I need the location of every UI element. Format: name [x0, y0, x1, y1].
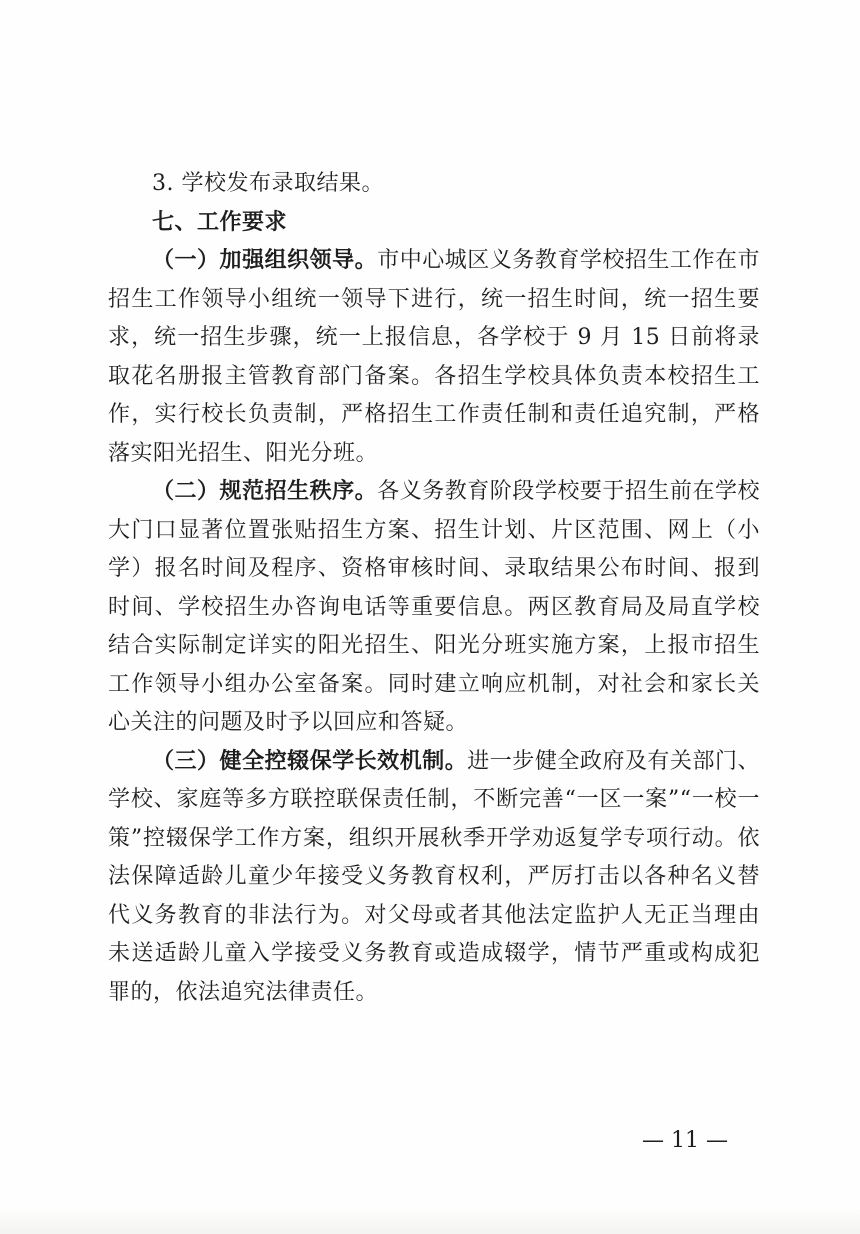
paragraph-lead: （一）加强组织领导。	[152, 248, 378, 273]
paragraph-lead: （二）规范招生秩序。	[152, 479, 378, 504]
document-body	[108, 165, 760, 1012]
paragraph-text: 各义务教育阶段学校要于招生前在学校大门口显著位置张贴招生方案、招生计划、片区范围、网上（小学）报名时间及程序、资格审核时间、录取结果公布时间、报到时间、学校招生办咨询电话等重要信息。两区教育局及局直学校结合实际制定详实的阳光招生、阳光分班实施方案，上报市招生工作领导小组办公室备案。同时建立响应机制，对社会和家长关心关注的问题及时予以回应和答疑。	[108, 479, 760, 735]
paragraph-dropout-control	[108, 743, 760, 1013]
paragraph-text: 市中心城区义务教育学校招生工作在市招生工作领导小组统一领导下进行，统一招生时间，统一招生要求，统一招生步骤，统一上报信息，各学校于 9 月 15 日前将录取花名册报主管教育部门备案。各招生学校具体负责本校招生工作，实行校长负责制，严格招生工作责任制和责任追究制，严格落实阳光招生、阳光分班。	[108, 248, 760, 466]
paragraph-text: 进一步健全政府及有关部门、学校、家庭等多方联控联保责任制，不断完善“一区一案”“一校一策”控辍保学工作方案，组织开展秋季开学劝返复学专项行动。依法保障适龄儿童少年接受义务教育权利，严厉打击以各种名义替代义务教育的非法行为。对父母或者其他法定监护人无正当理由未送适龄儿童入学接受义务教育或造成辍学，情节严重或构成犯罪的，依法追究法律责任。	[108, 748, 760, 1005]
page-number: — 11 —	[642, 1128, 728, 1153]
page-bottom-edge	[0, 1205, 860, 1234]
section-heading: 七、工作要求	[152, 209, 288, 235]
list-item-3: 3. 学校发布录取结果。	[152, 171, 384, 196]
paragraph-enrollment-order	[108, 473, 760, 743]
paragraph-lead: （三）健全控辍保学长效机制。	[152, 748, 468, 774]
paragraph-organization-leadership	[108, 242, 760, 473]
